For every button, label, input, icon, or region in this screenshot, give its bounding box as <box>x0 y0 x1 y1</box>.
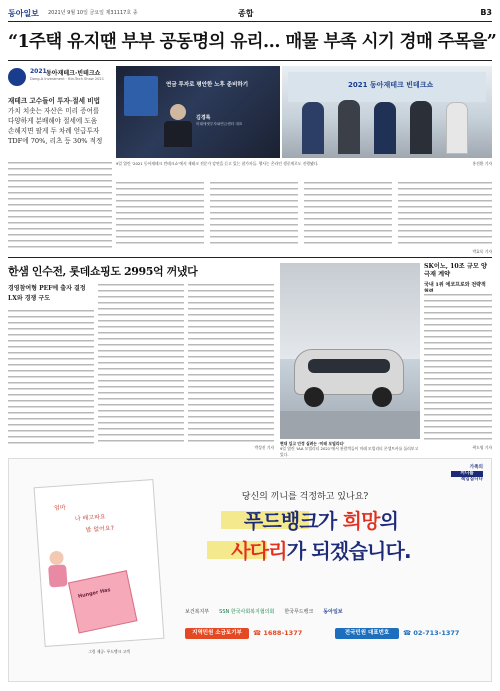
car-wheel-front <box>304 387 324 407</box>
panelist-5 <box>446 102 468 154</box>
issue-date: 2021년 9월 10일 금요일 제31117호 종 <box>48 10 138 16</box>
car-caption-title: 현대 입고 안정 실려는 ‘미래 모빌리티’ <box>280 441 345 446</box>
child-drawing <box>34 479 165 647</box>
drawing-note-3: 밥 없어요? <box>85 524 115 534</box>
main-headline: “1주택 유지땐 부부 공동명의 유리… 매물 부족 시기 경매 주목을” <box>8 32 497 52</box>
forum-body-column-5 <box>398 180 492 248</box>
drawing-note-2: 나 배고파요 <box>74 513 106 523</box>
panelist-3 <box>374 102 396 154</box>
slogan-1c: 의 <box>379 509 399 533</box>
car-window <box>308 359 390 373</box>
car-photo-caption <box>280 441 420 455</box>
subhead-2: 가치 치솟는 자산은 미리 증여를 <box>8 107 100 115</box>
page-number: B3 <box>480 8 492 17</box>
national-hotline-button[interactable]: 전국민원 대표번호 <box>335 628 399 639</box>
newspaper-logo: 동아일보 <box>8 9 39 18</box>
article2-headline: 한샘 인수전, 롯데쇼핑도 2995억 꺼냈다 <box>8 265 198 278</box>
ad-question: 당신의 끼니를 걱정하고 있나요? <box>241 492 369 502</box>
article2-body-column-2 <box>98 282 184 444</box>
forum-body-column-4 <box>304 180 392 248</box>
forum-photo-stage <box>282 66 492 158</box>
exhibit-hall <box>280 263 420 359</box>
stage-title: 2021 동아재테크 빈테크쇼 <box>348 81 434 89</box>
car-photo <box>280 263 420 439</box>
contact-bar <box>185 627 485 639</box>
section-name: 종합 <box>238 9 254 18</box>
slogan-2b: 가 되겠습니다. <box>286 539 411 563</box>
forum-photo-caption: 9일 열린 ‘2021 동아재테크 빈테크쇼’에서 재테크 전문가 강연을 듣고 있는 참가자들. 행사는 온라인 생중계로도 진행됐다. <box>116 161 319 166</box>
forum-year: 2021 <box>30 68 47 75</box>
forum-subheads <box>8 96 112 146</box>
article2-sub-1: 경영참여형 PEF에 출자 결정 <box>8 285 86 292</box>
ad-corner-line-3: 책임집니다 <box>460 477 483 482</box>
slogan-2a: 사다리 <box>231 539 287 563</box>
side-byline: 곽도영 기자 <box>472 445 492 450</box>
ad-corner-line-1: 가족의 <box>469 465 483 470</box>
drawn-child-body <box>48 564 67 587</box>
forum-photo-main <box>116 66 280 158</box>
logo-mohw: 보건복지부 <box>185 608 210 615</box>
speaker-face <box>170 104 186 120</box>
subhead-3: 다양하게 분배해야 절세에 도움 <box>8 117 98 125</box>
panelist-2 <box>338 100 360 154</box>
subhead-4: 손해지면 팔게 두 차례 얻급투자 <box>8 127 100 135</box>
panelist-4 <box>410 101 432 154</box>
speaker-title: 미래에셋투자와연금센터 대표 <box>196 122 243 126</box>
forum-title: 동아재테크·빈테크쇼 <box>46 70 101 77</box>
article2-body-column-1 <box>8 308 94 444</box>
slogan-1b: 희망 <box>342 509 380 533</box>
foodbank-ad <box>8 458 492 682</box>
article2-byline: 박성진 기자 <box>254 445 274 450</box>
logo-ssn: SSN 한국사회복지협의회 <box>219 608 275 615</box>
forum-subtitle: Dong-A Investment · Bin-Tech Show 2021 <box>30 77 105 81</box>
divider <box>8 60 492 61</box>
local-hotline-number[interactable]: ☎ 1688-1377 <box>253 629 303 637</box>
drawn-child-face <box>49 550 64 565</box>
drawing-credit: 그림 제공: 푸드뱅크 고객 <box>88 649 130 654</box>
speaker-body <box>164 121 192 147</box>
forum-body-column-1 <box>8 160 112 248</box>
article2-sub-2: LX와 경쟁 구도 <box>8 295 51 302</box>
car-caption-text: 9일 열린 ‘IAA 모빌리티 2021’에서 관람객들이 미래 모빌리티 콘셉트카를 둘러보고 있다. <box>280 446 419 457</box>
ad-corner-badge <box>451 465 483 489</box>
forum-photo-credit: 홍진환 기자 <box>472 161 492 166</box>
local-hotline-button[interactable]: 지역민원 소금토기부 <box>185 628 249 639</box>
sponsor-logos <box>185 605 485 617</box>
national-hotline-number[interactable]: ☎ 02-713-1377 <box>403 629 460 637</box>
side-subhead: 국내 1위 에코프로와 전략적 <box>424 282 486 288</box>
logo-donga: 동아일보 <box>323 608 343 615</box>
car-wheel-rear <box>372 387 392 407</box>
ad-slogan-line-1 <box>189 505 453 534</box>
ad-corner-line-2: 끼니를 <box>451 471 483 477</box>
slide-title: 연금 투자로 평안한 노후 준비하기 <box>166 82 249 88</box>
masthead <box>8 8 492 22</box>
side-headline: SK이노, 10조 규모 양극재 계약 <box>424 263 487 278</box>
stage-screen <box>124 76 158 116</box>
subhead-1: 재테크 고수들이 투자·절세 비법 <box>8 97 100 105</box>
ad-slogan-line-2 <box>189 535 453 564</box>
logo-foodbank: 한국푸드뱅크 <box>284 608 314 615</box>
forum-logo-icon <box>8 68 26 86</box>
drawing-note-1: 엄마 <box>53 504 66 512</box>
subhead-5: TDF에 70%, 리츠 등 30% 적정 <box>8 137 103 145</box>
panelist-1 <box>302 102 324 154</box>
drawn-box-label: Hunger Has <box>77 587 112 600</box>
side-body <box>424 292 492 442</box>
stage-backdrop <box>288 72 486 102</box>
forum-body-column-3 <box>210 180 298 248</box>
floor <box>280 411 420 439</box>
slogan-1a: 푸드뱅크가 <box>243 509 343 533</box>
article2-body-column-3 <box>188 282 274 444</box>
forum-badge <box>8 66 110 88</box>
forum-body-column-2 <box>116 180 204 248</box>
forum-byline: 박효목 기자 <box>472 249 492 254</box>
drawn-box-icon <box>68 570 138 633</box>
speaker-name: 김경록 <box>196 115 211 121</box>
divider <box>8 257 492 258</box>
